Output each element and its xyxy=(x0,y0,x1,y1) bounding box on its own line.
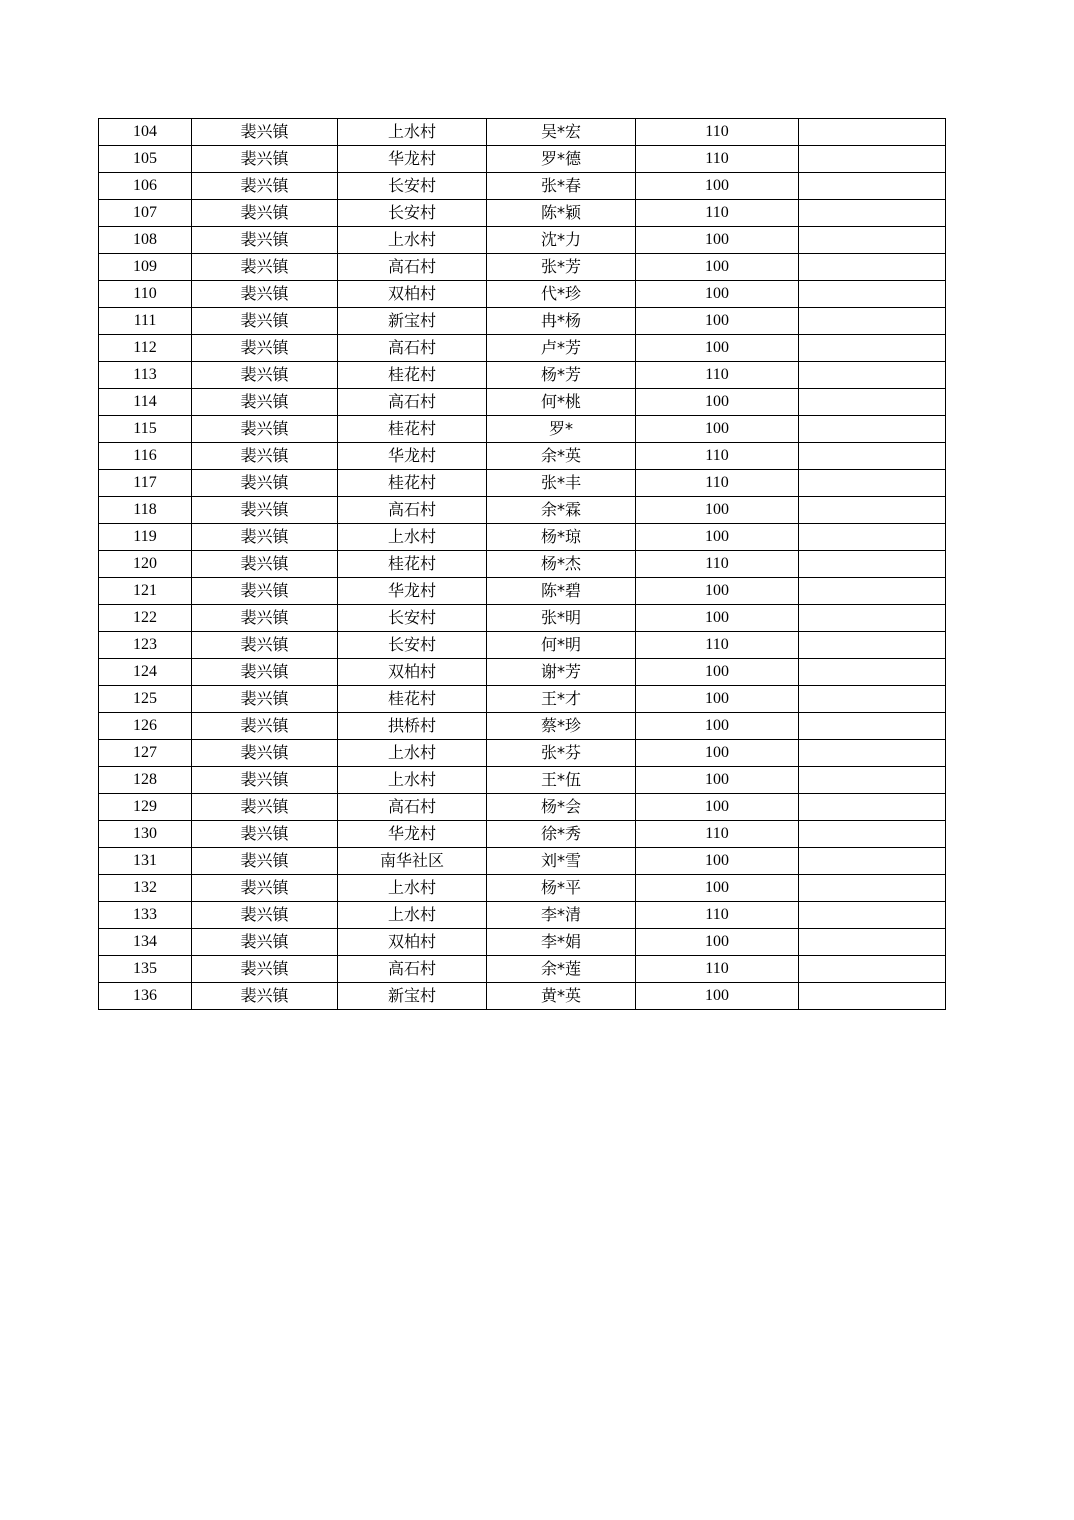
cell-amount: 100 xyxy=(636,848,799,875)
cell-amount: 100 xyxy=(636,929,799,956)
cell-amount: 110 xyxy=(636,470,799,497)
cell-amount: 100 xyxy=(636,983,799,1010)
cell-amount: 100 xyxy=(636,578,799,605)
cell-town: 裴兴镇 xyxy=(192,740,338,767)
table-row xyxy=(99,524,946,551)
cell-village: 高石村 xyxy=(338,389,487,416)
table-row xyxy=(99,848,946,875)
cell-index: 130 xyxy=(99,821,192,848)
table-row xyxy=(99,632,946,659)
cell-amount: 110 xyxy=(636,956,799,983)
cell-name: 何*明 xyxy=(487,632,636,659)
table-row xyxy=(99,362,946,389)
cell-index: 111 xyxy=(99,308,192,335)
cell-village: 高石村 xyxy=(338,956,487,983)
cell-note xyxy=(799,119,946,146)
cell-village: 新宝村 xyxy=(338,308,487,335)
cell-note xyxy=(799,470,946,497)
cell-note xyxy=(799,335,946,362)
cell-index: 135 xyxy=(99,956,192,983)
table-row xyxy=(99,200,946,227)
cell-index: 105 xyxy=(99,146,192,173)
table-row xyxy=(99,659,946,686)
cell-town: 裴兴镇 xyxy=(192,200,338,227)
cell-amount: 100 xyxy=(636,254,799,281)
cell-index: 121 xyxy=(99,578,192,605)
cell-amount: 100 xyxy=(636,605,799,632)
table-row xyxy=(99,254,946,281)
cell-index: 128 xyxy=(99,767,192,794)
table-row xyxy=(99,497,946,524)
cell-note xyxy=(799,227,946,254)
cell-index: 113 xyxy=(99,362,192,389)
cell-note xyxy=(799,254,946,281)
cell-town: 裴兴镇 xyxy=(192,632,338,659)
cell-amount: 100 xyxy=(636,389,799,416)
cell-town: 裴兴镇 xyxy=(192,794,338,821)
cell-note xyxy=(799,821,946,848)
cell-name: 何*桃 xyxy=(487,389,636,416)
cell-town: 裴兴镇 xyxy=(192,497,338,524)
cell-note xyxy=(799,551,946,578)
cell-town: 裴兴镇 xyxy=(192,875,338,902)
cell-village: 拱桥村 xyxy=(338,713,487,740)
cell-village: 桂花村 xyxy=(338,686,487,713)
cell-name: 余*英 xyxy=(487,443,636,470)
cell-index: 107 xyxy=(99,200,192,227)
cell-amount: 110 xyxy=(636,821,799,848)
cell-name: 张*明 xyxy=(487,605,636,632)
table-row xyxy=(99,173,946,200)
table-row xyxy=(99,335,946,362)
cell-village: 高石村 xyxy=(338,497,487,524)
cell-name: 谢*芳 xyxy=(487,659,636,686)
cell-amount: 100 xyxy=(636,416,799,443)
cell-index: 132 xyxy=(99,875,192,902)
cell-note xyxy=(799,983,946,1010)
cell-index: 129 xyxy=(99,794,192,821)
cell-note xyxy=(799,389,946,416)
cell-town: 裴兴镇 xyxy=(192,119,338,146)
cell-name: 杨*琼 xyxy=(487,524,636,551)
table-row xyxy=(99,686,946,713)
cell-index: 118 xyxy=(99,497,192,524)
cell-amount: 100 xyxy=(636,740,799,767)
cell-note xyxy=(799,173,946,200)
cell-village: 新宝村 xyxy=(338,983,487,1010)
cell-town: 裴兴镇 xyxy=(192,470,338,497)
cell-village: 上水村 xyxy=(338,227,487,254)
cell-index: 126 xyxy=(99,713,192,740)
table-row xyxy=(99,794,946,821)
cell-town: 裴兴镇 xyxy=(192,902,338,929)
table-row xyxy=(99,875,946,902)
cell-village: 华龙村 xyxy=(338,443,487,470)
table-row xyxy=(99,470,946,497)
cell-index: 108 xyxy=(99,227,192,254)
cell-name: 王*才 xyxy=(487,686,636,713)
cell-name: 张*春 xyxy=(487,173,636,200)
cell-amount: 100 xyxy=(636,281,799,308)
cell-note xyxy=(799,875,946,902)
cell-name: 黄*英 xyxy=(487,983,636,1010)
table-row xyxy=(99,929,946,956)
cell-amount: 100 xyxy=(636,308,799,335)
cell-name: 罗*德 xyxy=(487,146,636,173)
cell-village: 华龙村 xyxy=(338,578,487,605)
subsidy-table-container xyxy=(98,118,939,1010)
cell-village: 高石村 xyxy=(338,794,487,821)
cell-village: 长安村 xyxy=(338,632,487,659)
cell-amount: 100 xyxy=(636,335,799,362)
cell-name: 余*霖 xyxy=(487,497,636,524)
cell-town: 裴兴镇 xyxy=(192,821,338,848)
table-row xyxy=(99,767,946,794)
cell-name: 杨*平 xyxy=(487,875,636,902)
cell-note xyxy=(799,956,946,983)
cell-note xyxy=(799,605,946,632)
cell-village: 上水村 xyxy=(338,524,487,551)
cell-index: 110 xyxy=(99,281,192,308)
cell-note xyxy=(799,281,946,308)
cell-town: 裴兴镇 xyxy=(192,578,338,605)
cell-amount: 100 xyxy=(636,794,799,821)
cell-name: 蔡*珍 xyxy=(487,713,636,740)
cell-index: 109 xyxy=(99,254,192,281)
cell-town: 裴兴镇 xyxy=(192,335,338,362)
table-row xyxy=(99,389,946,416)
cell-town: 裴兴镇 xyxy=(192,173,338,200)
cell-village: 桂花村 xyxy=(338,470,487,497)
cell-town: 裴兴镇 xyxy=(192,848,338,875)
cell-village: 南华社区 xyxy=(338,848,487,875)
cell-village: 长安村 xyxy=(338,173,487,200)
table-row xyxy=(99,956,946,983)
table-body xyxy=(99,119,946,1010)
cell-town: 裴兴镇 xyxy=(192,281,338,308)
cell-amount: 100 xyxy=(636,875,799,902)
cell-index: 115 xyxy=(99,416,192,443)
cell-amount: 100 xyxy=(636,713,799,740)
cell-index: 133 xyxy=(99,902,192,929)
cell-village: 长安村 xyxy=(338,200,487,227)
table-row xyxy=(99,983,946,1010)
cell-note xyxy=(799,848,946,875)
cell-name: 冉*杨 xyxy=(487,308,636,335)
cell-town: 裴兴镇 xyxy=(192,308,338,335)
cell-amount: 110 xyxy=(636,119,799,146)
cell-amount: 100 xyxy=(636,659,799,686)
cell-name: 杨*杰 xyxy=(487,551,636,578)
cell-town: 裴兴镇 xyxy=(192,605,338,632)
table-row xyxy=(99,605,946,632)
cell-name: 陈*颖 xyxy=(487,200,636,227)
cell-index: 125 xyxy=(99,686,192,713)
cell-town: 裴兴镇 xyxy=(192,254,338,281)
cell-town: 裴兴镇 xyxy=(192,524,338,551)
cell-village: 双柏村 xyxy=(338,659,487,686)
cell-amount: 110 xyxy=(636,200,799,227)
cell-town: 裴兴镇 xyxy=(192,686,338,713)
cell-note xyxy=(799,497,946,524)
cell-index: 136 xyxy=(99,983,192,1010)
cell-index: 117 xyxy=(99,470,192,497)
cell-note xyxy=(799,362,946,389)
cell-note xyxy=(799,767,946,794)
cell-town: 裴兴镇 xyxy=(192,713,338,740)
cell-name: 徐*秀 xyxy=(487,821,636,848)
cell-index: 106 xyxy=(99,173,192,200)
cell-name: 张*丰 xyxy=(487,470,636,497)
cell-amount: 100 xyxy=(636,497,799,524)
cell-amount: 110 xyxy=(636,362,799,389)
cell-index: 104 xyxy=(99,119,192,146)
cell-index: 119 xyxy=(99,524,192,551)
cell-town: 裴兴镇 xyxy=(192,551,338,578)
cell-village: 上水村 xyxy=(338,902,487,929)
cell-note xyxy=(799,443,946,470)
cell-village: 桂花村 xyxy=(338,362,487,389)
table-row xyxy=(99,902,946,929)
table-row xyxy=(99,713,946,740)
cell-town: 裴兴镇 xyxy=(192,416,338,443)
cell-amount: 110 xyxy=(636,632,799,659)
cell-amount: 110 xyxy=(636,443,799,470)
cell-index: 120 xyxy=(99,551,192,578)
cell-name: 陈*碧 xyxy=(487,578,636,605)
cell-name: 杨*会 xyxy=(487,794,636,821)
cell-amount: 100 xyxy=(636,173,799,200)
cell-name: 卢*芳 xyxy=(487,335,636,362)
cell-town: 裴兴镇 xyxy=(192,983,338,1010)
cell-name: 沈*力 xyxy=(487,227,636,254)
cell-note xyxy=(799,686,946,713)
cell-town: 裴兴镇 xyxy=(192,929,338,956)
cell-note xyxy=(799,713,946,740)
cell-index: 127 xyxy=(99,740,192,767)
subsidy-table xyxy=(98,118,946,1010)
cell-note xyxy=(799,794,946,821)
cell-village: 华龙村 xyxy=(338,821,487,848)
cell-index: 134 xyxy=(99,929,192,956)
cell-amount: 110 xyxy=(636,146,799,173)
cell-name: 张*芳 xyxy=(487,254,636,281)
cell-note xyxy=(799,578,946,605)
cell-note xyxy=(799,200,946,227)
table-row xyxy=(99,119,946,146)
cell-name: 李*清 xyxy=(487,902,636,929)
cell-village: 桂花村 xyxy=(338,416,487,443)
cell-name: 张*芬 xyxy=(487,740,636,767)
table-row xyxy=(99,578,946,605)
cell-village: 上水村 xyxy=(338,740,487,767)
cell-name: 罗* xyxy=(487,416,636,443)
cell-amount: 100 xyxy=(636,227,799,254)
cell-town: 裴兴镇 xyxy=(192,362,338,389)
cell-town: 裴兴镇 xyxy=(192,659,338,686)
cell-village: 上水村 xyxy=(338,767,487,794)
table-row xyxy=(99,308,946,335)
cell-index: 116 xyxy=(99,443,192,470)
table-row xyxy=(99,740,946,767)
table-row xyxy=(99,551,946,578)
cell-name: 刘*雪 xyxy=(487,848,636,875)
cell-town: 裴兴镇 xyxy=(192,389,338,416)
cell-note xyxy=(799,902,946,929)
table-row xyxy=(99,821,946,848)
cell-village: 长安村 xyxy=(338,605,487,632)
cell-name: 吴*宏 xyxy=(487,119,636,146)
cell-village: 双柏村 xyxy=(338,281,487,308)
cell-name: 杨*芳 xyxy=(487,362,636,389)
cell-name: 代*珍 xyxy=(487,281,636,308)
cell-village: 上水村 xyxy=(338,875,487,902)
cell-village: 双柏村 xyxy=(338,929,487,956)
table-row xyxy=(99,416,946,443)
cell-town: 裴兴镇 xyxy=(192,956,338,983)
cell-note xyxy=(799,659,946,686)
cell-note xyxy=(799,740,946,767)
cell-index: 124 xyxy=(99,659,192,686)
cell-name: 李*娟 xyxy=(487,929,636,956)
cell-amount: 100 xyxy=(636,686,799,713)
cell-index: 112 xyxy=(99,335,192,362)
cell-amount: 100 xyxy=(636,767,799,794)
cell-index: 123 xyxy=(99,632,192,659)
cell-note xyxy=(799,524,946,551)
cell-note xyxy=(799,929,946,956)
cell-note xyxy=(799,416,946,443)
cell-village: 上水村 xyxy=(338,119,487,146)
table-row xyxy=(99,281,946,308)
cell-amount: 110 xyxy=(636,551,799,578)
cell-town: 裴兴镇 xyxy=(192,227,338,254)
cell-town: 裴兴镇 xyxy=(192,443,338,470)
cell-note xyxy=(799,308,946,335)
cell-town: 裴兴镇 xyxy=(192,767,338,794)
cell-name: 王*伍 xyxy=(487,767,636,794)
cell-amount: 110 xyxy=(636,902,799,929)
cell-village: 华龙村 xyxy=(338,146,487,173)
cell-index: 131 xyxy=(99,848,192,875)
cell-name: 余*莲 xyxy=(487,956,636,983)
cell-index: 114 xyxy=(99,389,192,416)
cell-note xyxy=(799,146,946,173)
cell-index: 122 xyxy=(99,605,192,632)
table-row xyxy=(99,443,946,470)
cell-village: 桂花村 xyxy=(338,551,487,578)
cell-amount: 100 xyxy=(636,524,799,551)
cell-note xyxy=(799,632,946,659)
cell-village: 高石村 xyxy=(338,335,487,362)
cell-town: 裴兴镇 xyxy=(192,146,338,173)
table-row xyxy=(99,146,946,173)
table-row xyxy=(99,227,946,254)
cell-village: 高石村 xyxy=(338,254,487,281)
